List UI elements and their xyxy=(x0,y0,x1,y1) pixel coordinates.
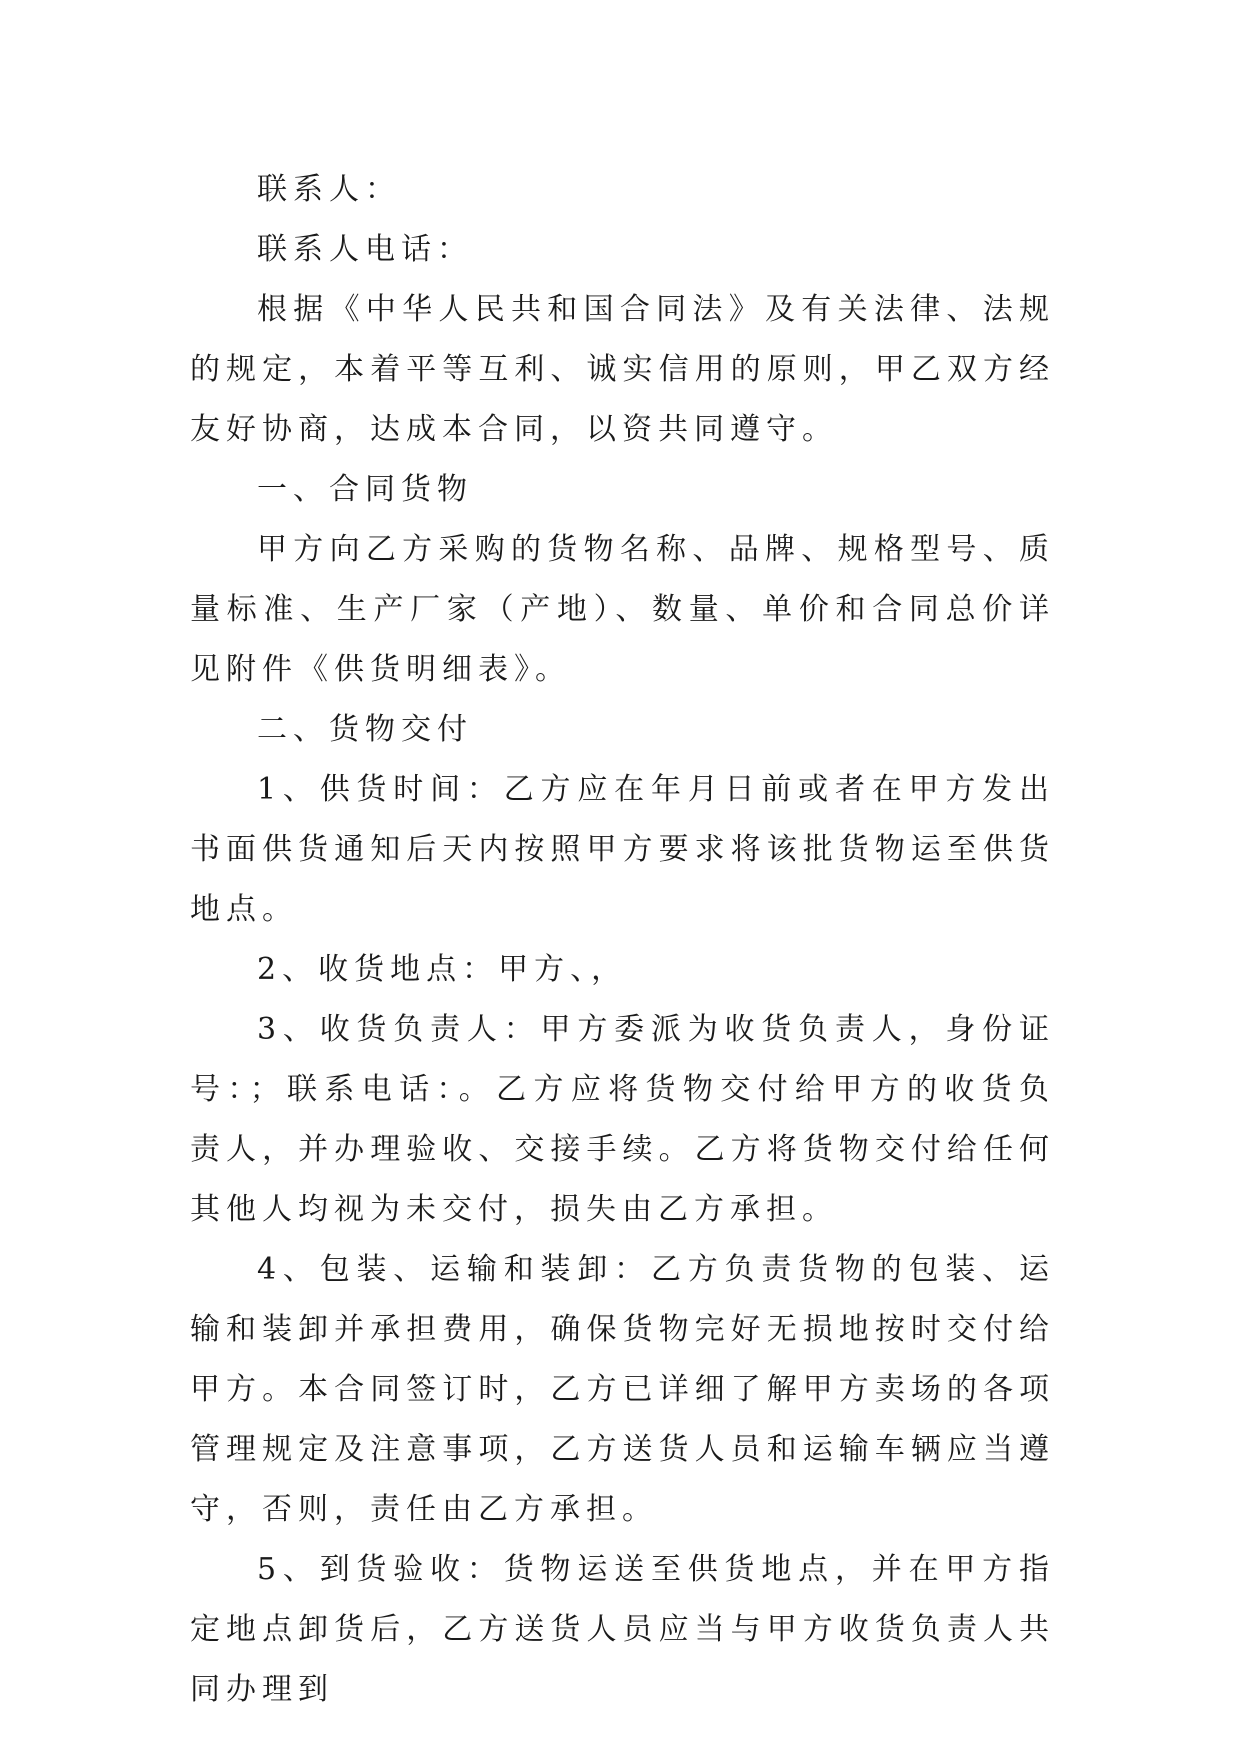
clause-packaging: 4、包装、运输和装卸：乙方负责货物的包装、运输和装卸并承担费用，确保货物完好无损地按时交付给甲方。本合同签订时，乙方已详细了解甲方卖场的各项管理规定及注意事项，乙方送货人员和运输车辆应当遵守，否则，责任由乙方承担。 xyxy=(190,1252,1055,1527)
contact-phone-line: 联系人电话： xyxy=(257,232,473,267)
document-body xyxy=(190,160,1055,1720)
section-heading-delivery: 二、货物交付 xyxy=(257,712,473,747)
clause-acceptance: 5、到货验收：货物运送至供货地点，并在甲方指定地点卸货后，乙方送货人员应当与甲方收货负责人共同办理到 xyxy=(190,1552,1055,1707)
clause-supply-time: 1、供货时间：乙方应在年月日前或者在甲方发出书面供货通知后天内按照甲方要求将该批货物运至供货地点。 xyxy=(190,772,1055,927)
preamble-paragraph: 根据《中华人民共和国合同法》及有关法律、法规的规定，本着平等互利、诚实信用的原则，甲乙双方经友好协商，达成本合同，以资共同遵守。 xyxy=(190,292,1055,447)
section-heading-goods: 一、合同货物 xyxy=(257,472,473,507)
clause-delivery-place: 2、收货地点：甲方、， xyxy=(257,952,628,987)
clause-receiver: 3、收货负责人：甲方委派为收货负责人，身份证号：；联系电话：。乙方应将货物交付给甲方的收货负责人，并办理验收、交接手续。乙方将货物交付给任何其他人均视为未交付，损失由乙方承担。 xyxy=(190,1012,1055,1227)
contact-person-line: 联系人： xyxy=(257,172,401,207)
goods-paragraph: 甲方向乙方采购的货物名称、品牌、规格型号、质量标准、生产厂家（产地）、数量、单价和合同总价详见附件《供货明细表》。 xyxy=(190,532,1055,687)
